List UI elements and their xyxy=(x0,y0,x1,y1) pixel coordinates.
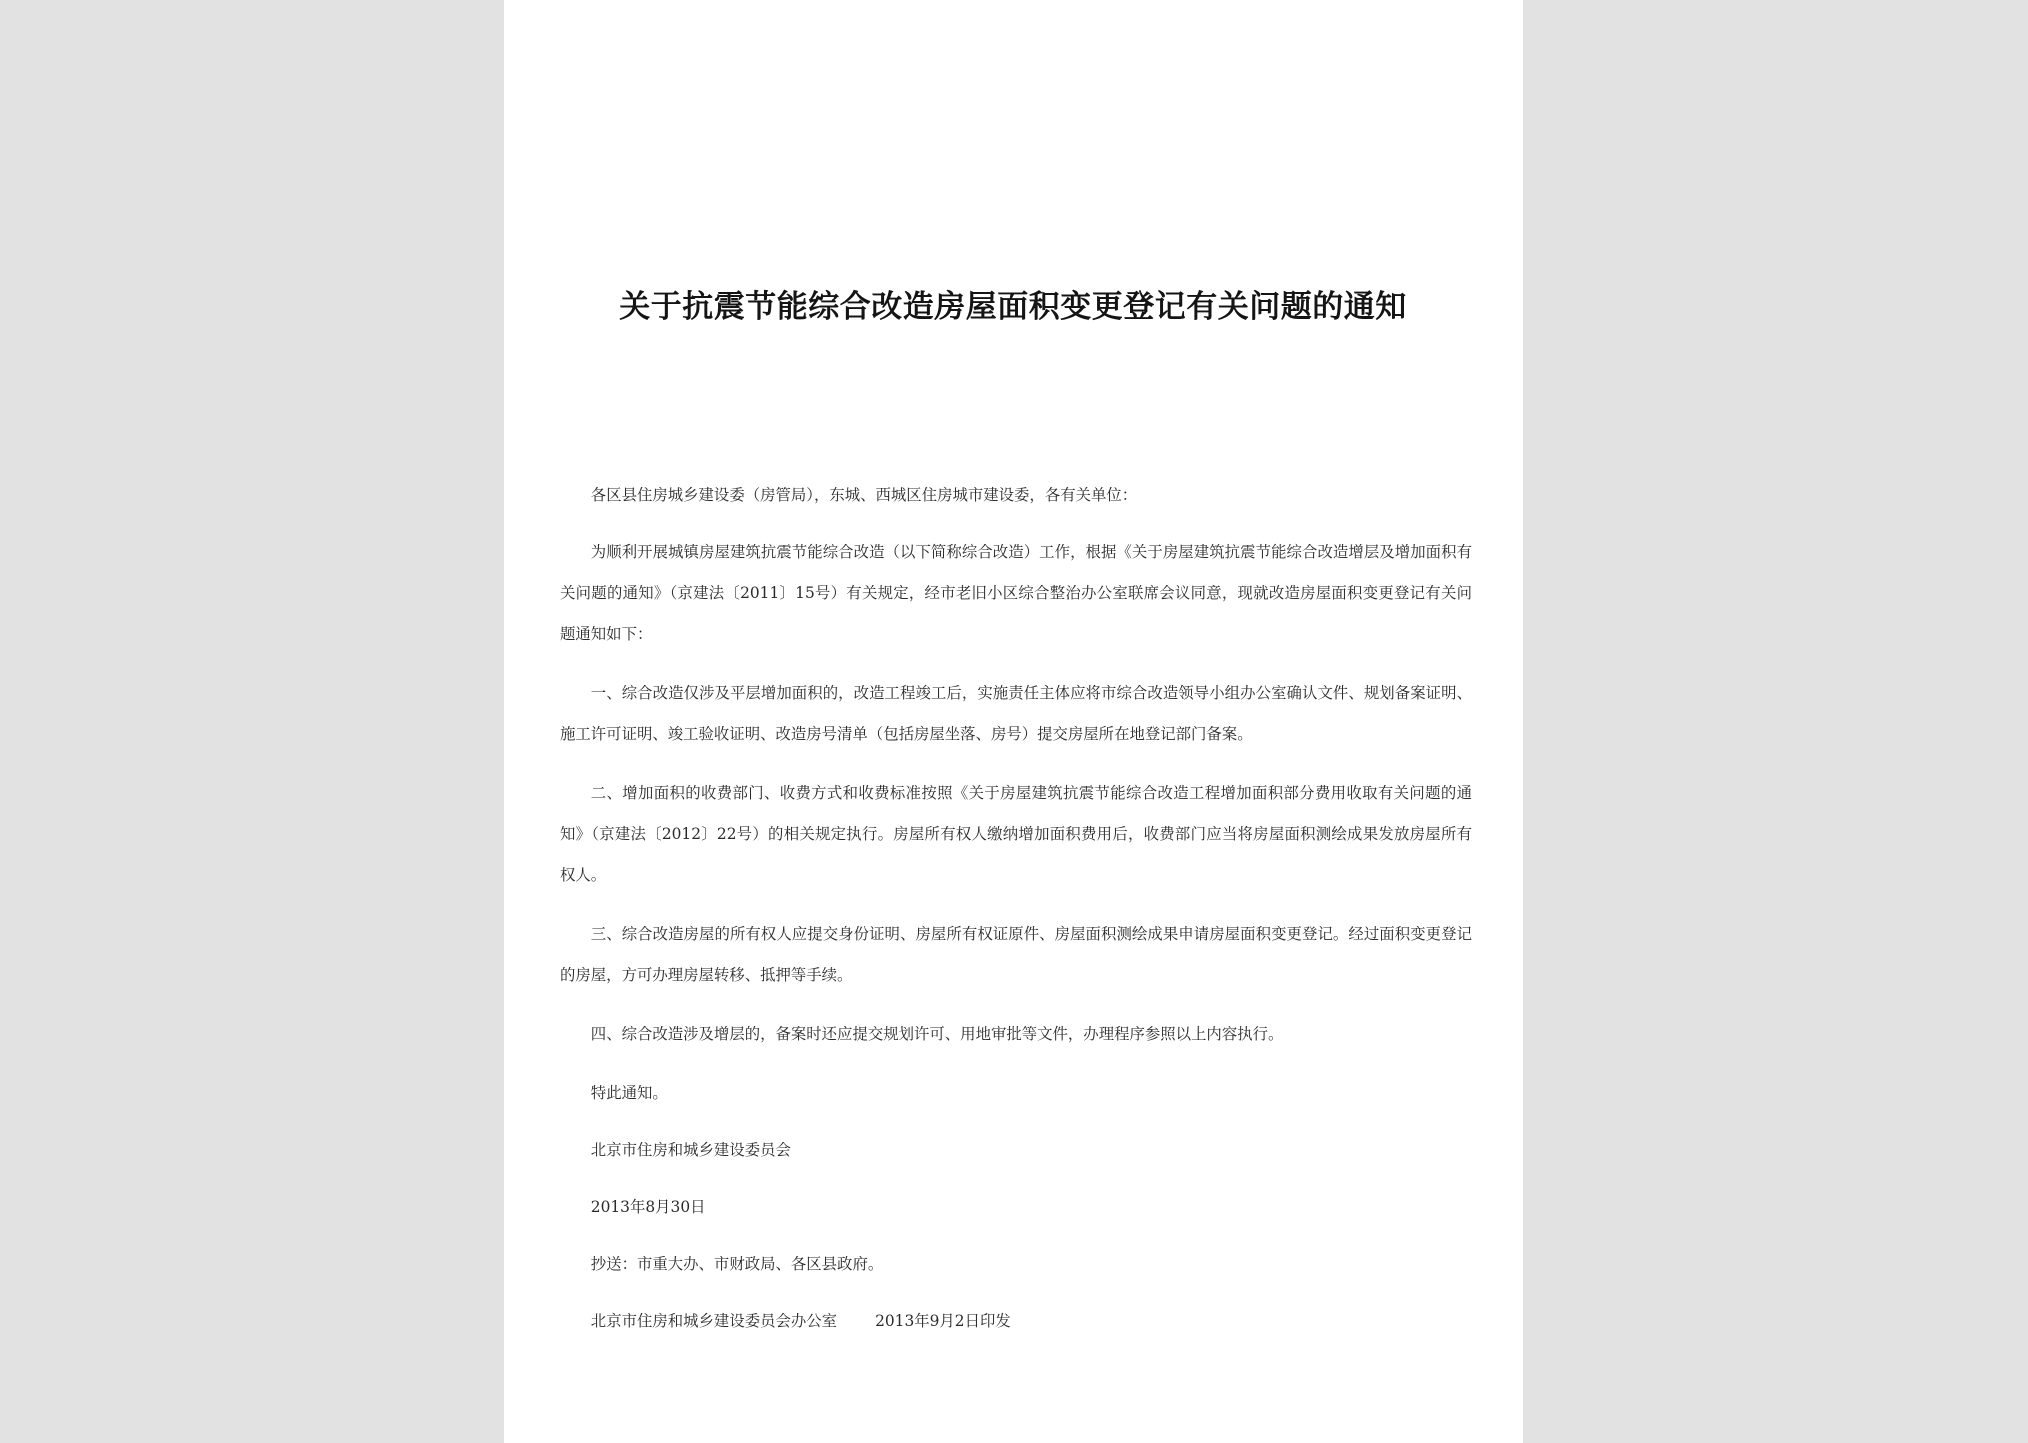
print-footer xyxy=(560,1301,1472,1342)
item-paragraph-4: 四、综合改造涉及增层的，备案时还应提交规划许可、用地审批等文件，办理程序参照以上内容执行。 xyxy=(590,1025,1284,1043)
issue-date: 2013年8月30日 xyxy=(590,1198,706,1216)
intro-paragraph: 为顺利开展城镇房屋建筑抗震节能综合改造（以下简称综合改造）工作，根据《关于房屋建筑抗震节能综合改造增层及增加面积有关问题的通知》（京建法〔2011〕15号）有关规定，经市老旧小区综合整治办公室联席会议同意，现就改造房屋面积变更登记有关问题通知如下： xyxy=(560,543,1472,643)
issuer-name: 北京市住房和城乡建设委员会 xyxy=(590,1141,791,1159)
document-body xyxy=(560,475,1472,1358)
closing-line: 特此通知。 xyxy=(590,1084,668,1102)
item-paragraph-2: 二、增加面积的收费部门、收费方式和收费标准按照《关于房屋建筑抗震节能综合改造工程增加面积部分费用收取有关问题的通知》（京建法〔2012〕22号）的相关规定执行。房屋所有权人缴纳增加面积费用后，收费部门应当将房屋面积测绘成果发放房屋所有权人。 xyxy=(560,784,1472,884)
document-page xyxy=(504,0,1523,1443)
cc-line: 抄送：市重大办、市财政局、各区县政府。 xyxy=(590,1255,884,1273)
footer-print-date: 2013年9月2日印发 xyxy=(875,1312,1011,1330)
salutation: 各区县住房城乡建设委（房管局），东城、西城区住房城市建设委，各有关单位： xyxy=(590,486,1138,504)
item-paragraph-1: 一、综合改造仅涉及平层增加面积的，改造工程竣工后，实施责任主体应将市综合改造领导小组办公室确认文件、规划备案证明、施工许可证明、竣工验收证明、改造房号清单（包括房屋坐落、房号）提交房屋所在地登记部门备案。 xyxy=(560,684,1472,743)
item-paragraph-3: 三、综合改造房屋的所有权人应提交身份证明、房屋所有权证原件、房屋面积测绘成果申请房屋面积变更登记。经过面积变更登记的房屋，方可办理房屋转移、抵押等手续。 xyxy=(560,925,1472,984)
document-title: 关于抗震节能综合改造房屋面积变更登记有关问题的通知 xyxy=(619,289,1407,325)
footer-office: 北京市住房和城乡建设委员会办公室 xyxy=(590,1312,838,1330)
